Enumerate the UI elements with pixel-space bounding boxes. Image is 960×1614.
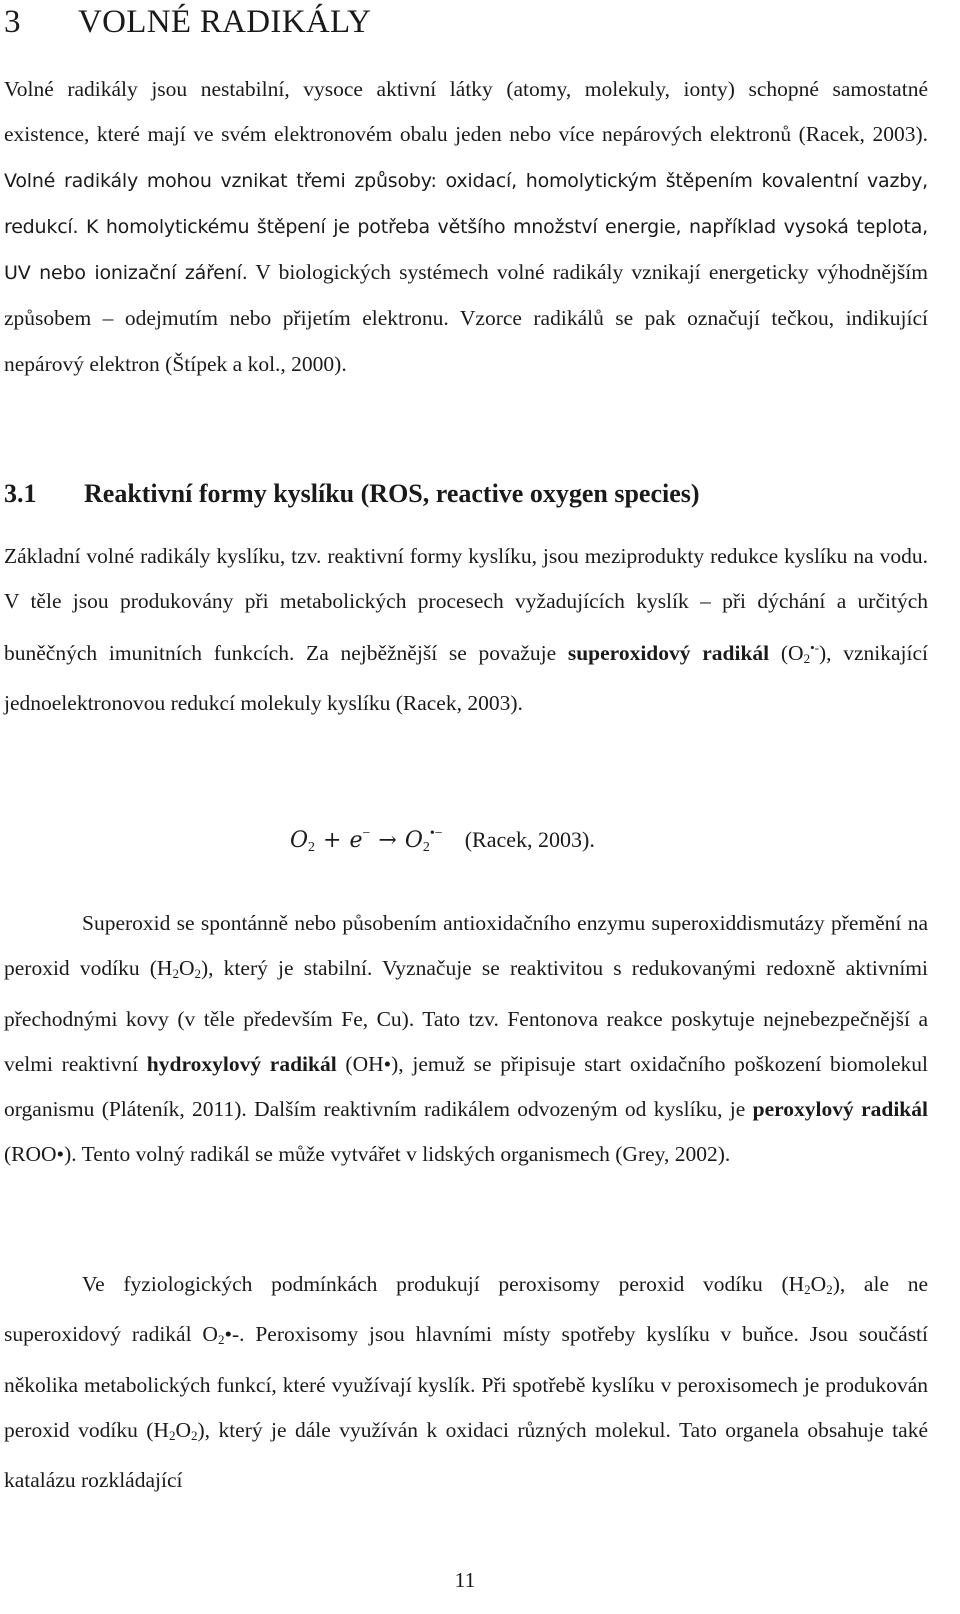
page-number: 11	[454, 1568, 476, 1592]
eq-lhs-sub: 2	[308, 840, 316, 855]
reaction-equation	[290, 812, 595, 870]
eq-rhs: O	[404, 828, 423, 853]
p3-text-5: (ROO•). Tento volný radikál se může vytvářet v lidských organismech (Grey, 2002).	[4, 1142, 731, 1167]
intro-sentence-1: Volné radikály jsou nestabilní, vysoce aktivní látky (atomy, molekuly, ionty) schopné samostatné existence, které mají ve svém elektronovém obalu jeden nebo více nepárových elektronů (Racek, 2003).	[4, 77, 928, 147]
p4-text-4: •-. Peroxisomy jsou hlavními místy spotřeby kyslíku v buňce. Jsou součástí několika metabolických funkcí, které využívají kyslík. Při spotřebě kyslíku v peroxisomech je produkován peroxid vodíku (H	[4, 1322, 929, 1442]
paragraph-peroxisomes	[4, 1262, 928, 1503]
eq-electron: e	[349, 828, 363, 853]
p4-text-1: Ve fyziologických podmínkách produkují peroxisomy peroxid vodíku (H	[82, 1272, 805, 1296]
eq-lhs: O	[290, 828, 309, 853]
paragraph-intro	[4, 67, 928, 387]
chapter-heading	[4, 0, 371, 44]
ros-text-2a: (O	[769, 640, 804, 665]
p3-text-3: ), který je stabilní. Vyznačuje se reaktivitou s redukovanými redoxně aktivními přechodnými kovy (v těle především Fe, Cu). Tato tzv. Fentonova reakce poskytuje nejnebezpečnější a velmi reaktivní	[4, 956, 928, 1076]
p3-sub-1: 2	[172, 966, 179, 982]
chapter-number: 3	[4, 4, 21, 40]
p4-sub-4: 2	[168, 1427, 176, 1443]
intro-sentence-2: Volné radikály mohou vznikat třemi způsoby: oxidací, homolytickým štěpením kovalentní vazby, redukcí. K homolytickému štěpení je potřeba většího množství energie, například vysoká teplota, UV nebo ionizační záření.	[4, 169, 928, 285]
ros-text-2b: ), vznikající jednoelektronovou redukcí molekuly kyslíku (Racek, 2003).	[4, 640, 929, 715]
p3-text-1: Superoxid se spontánně nebo působením antioxidačního enzymu superoxiddismutázy přemění na peroxid vodíku (H	[4, 911, 928, 981]
section-number: 3.1	[4, 479, 37, 508]
p4-text-3: ), ale ne superoxidový radikál O	[4, 1272, 929, 1347]
p3-bold-hydroxyl: hydroxylový radikál	[146, 1051, 337, 1076]
p3-text-4: (OH•), jemuž se připisuje start oxidačního poškození biomolekul organismu (Pláteník, 2011). Dalším reaktivním radikálem odvozeným od kyslíku, je	[4, 1051, 928, 1122]
section-heading	[4, 474, 700, 514]
p4-text-6: ), který je dále využíván k oxidaci různých molekul. Tato organela obsahuje také katalázu rozkládající	[4, 1417, 928, 1493]
intro-sentence-3: V biologických systémech volné radikály vznikají energeticky výhodnějším způsobem – odejmutím nebo přijetím elektronu. Vzorce radikálů se pak označují tečkou, indikující nepárový elektron (Štípek a kol., 2000).	[4, 260, 928, 376]
p4-text-2: O	[810, 1272, 827, 1296]
eq-rhs-sub: 2	[422, 840, 430, 855]
section-title: Reaktivní formy kyslíku (ROS, reactive oxygen species)	[84, 479, 700, 508]
ros-bold-superoxide: superoxidový radikál	[567, 640, 770, 665]
eq-electron-sup: −	[362, 826, 371, 841]
eq-plus: +	[323, 828, 342, 853]
ros-text-1: Základní volné radikály kyslíku, tzv. reaktivní formy kyslíku, jsou meziprodukty redukce kyslíku na vodu. V těle jsou produkovány při metabolických procesech vyžadujících kyslík – při dýchání a určitých buněčných imunitních funkcích. Za nejběžnější se považuje	[4, 544, 928, 665]
p3-bold-peroxyl: peroxylový radikál	[752, 1097, 928, 1122]
p4-sub-5: 2	[190, 1427, 198, 1443]
paragraph-superoxide	[4, 901, 928, 1178]
paragraph-ros	[4, 534, 928, 726]
p3-text-2: O	[178, 956, 195, 981]
ros-sup: •-	[810, 639, 819, 655]
eq-rhs-sup: •−	[429, 826, 443, 841]
chapter-title: VOLNÉ RADIKÁLY	[78, 4, 372, 40]
p4-sub-1: 2	[804, 1282, 811, 1297]
p4-sub-3: 2	[217, 1332, 225, 1348]
p4-text-5: O	[175, 1417, 191, 1442]
eq-arrow: →	[378, 828, 397, 853]
ros-sub: 2	[803, 650, 811, 666]
p4-sub-2: 2	[826, 1282, 833, 1297]
p3-sub-2: 2	[194, 966, 201, 982]
eq-citation: (Racek, 2003).	[464, 827, 595, 852]
